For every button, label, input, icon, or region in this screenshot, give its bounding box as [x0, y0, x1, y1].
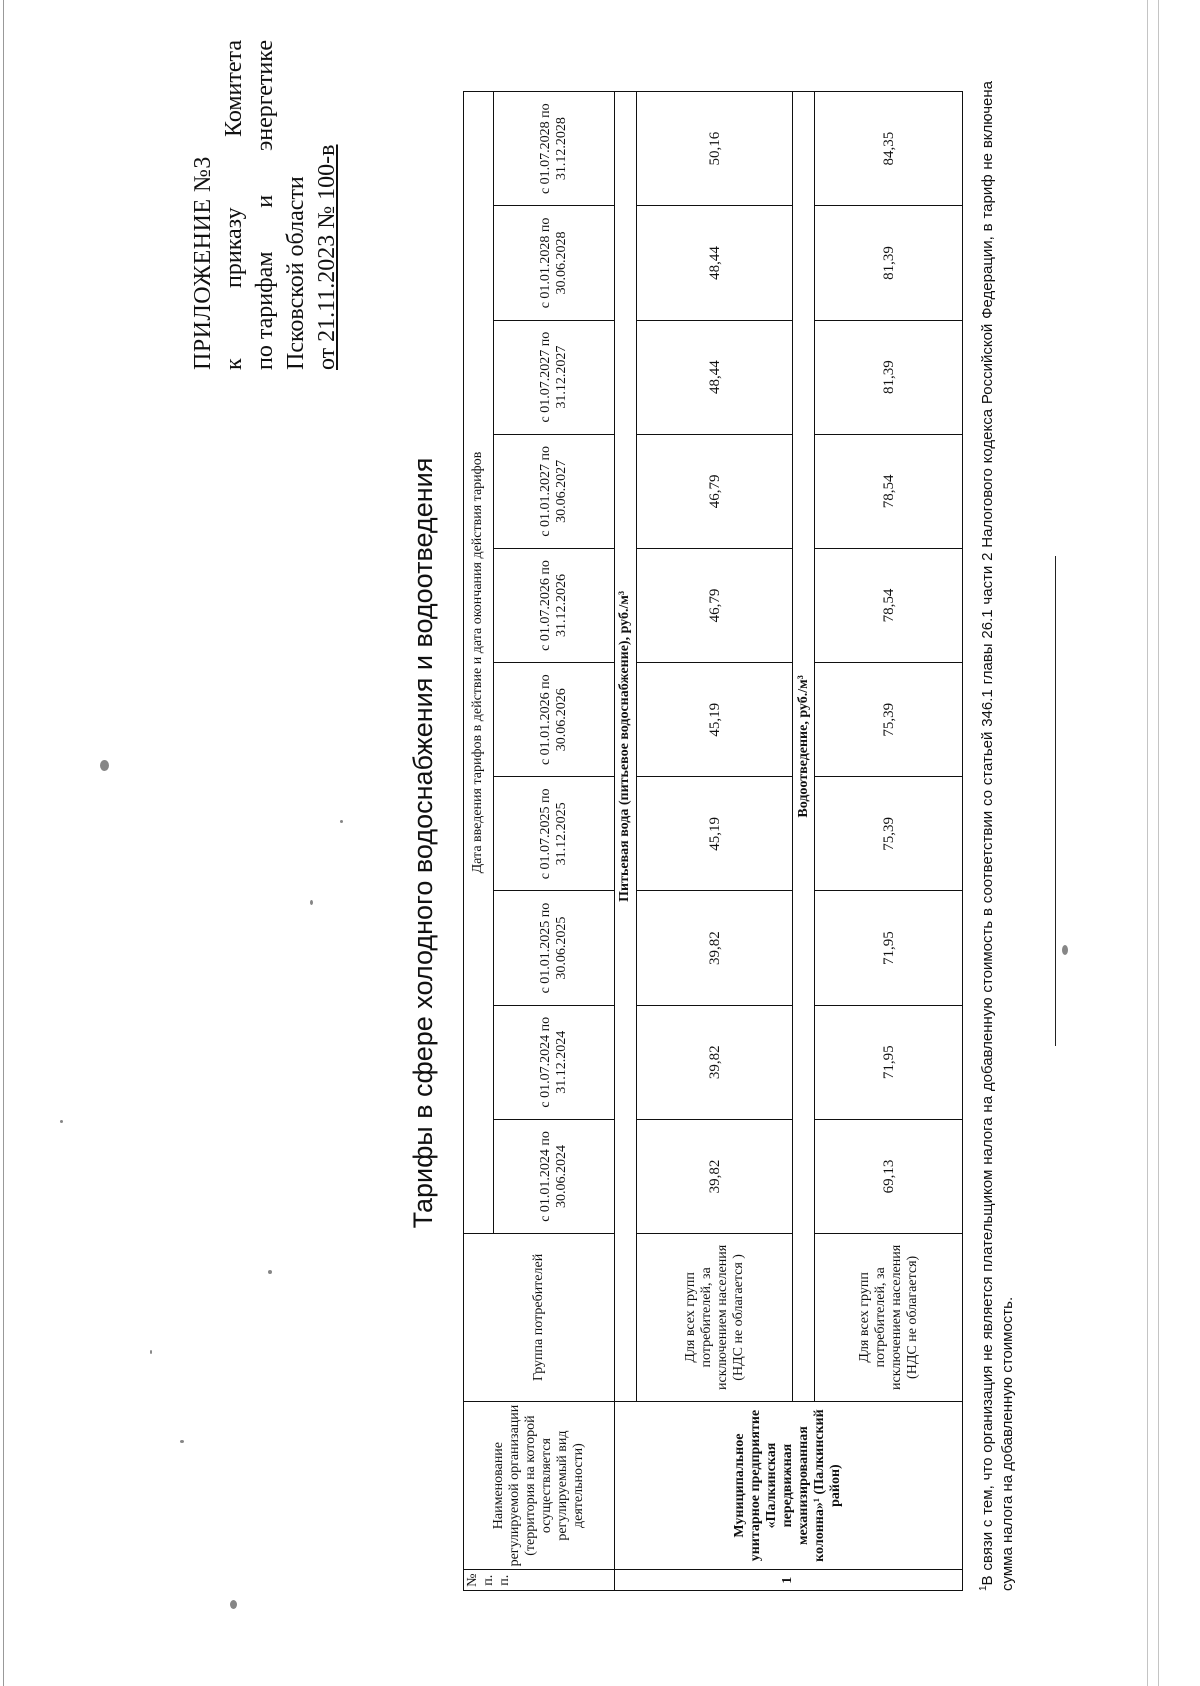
tariff-value: 39,82 — [636, 891, 792, 1005]
organization-name: Муниципальное унитарное предприятие «Палкинская передвижная механизированная колонна»¹ (Палкинский район) — [614, 1401, 962, 1570]
tariff-value: 78,54 — [815, 434, 963, 548]
footnote-mark: 1 — [978, 1585, 989, 1591]
header-period: с 01.07.2027 по 31.12.2027 — [493, 320, 614, 434]
header-period: с 01.01.2028 по 30.06.2028 — [493, 206, 614, 320]
header-period: с 01.07.2026 по 31.12.2026 — [493, 548, 614, 662]
tariff-value: 75,39 — [815, 663, 963, 777]
consumer-group-cell: Для всех групп потребителей, за исключением населения (НДС не облагается ) — [636, 1234, 792, 1402]
tariff-value: 39,82 — [636, 1119, 792, 1233]
tariff-value: 48,44 — [636, 206, 792, 320]
tariff-value: 71,95 — [815, 1005, 963, 1119]
tariff-value: 84,35 — [815, 92, 963, 206]
tariff-value: 75,39 — [815, 777, 963, 891]
header-period: с 01.07.2028 по 31.12.2028 — [493, 92, 614, 206]
appendix-line-committee: по тарифам и энергетике — [252, 40, 278, 370]
header-date-span: Дата введения тарифов в действие и дата окончания действия тарифов — [464, 92, 494, 1234]
header-period: с 01.01.2024 по 30.06.2024 — [493, 1119, 614, 1233]
tariff-value: 39,82 — [636, 1005, 792, 1119]
footnote — [974, 81, 1018, 1591]
header-number: № п. п. — [464, 1570, 615, 1591]
header-period: с 01.01.2026 по 30.06.2026 — [493, 663, 614, 777]
header-period: с 01.01.2025 по 30.06.2025 — [493, 891, 614, 1005]
tariff-value: 71,95 — [815, 891, 963, 1005]
appendix-order-date: от 21.11.2023 № 100-в — [314, 144, 340, 370]
tariff-value: 46,79 — [636, 434, 792, 548]
tariff-table — [463, 91, 963, 1591]
consumer-group-cell: Для всех групп потребителей, за исключением населения (НДС не облагается) — [815, 1234, 963, 1402]
tariff-value: 81,39 — [815, 320, 963, 434]
header-organization: Наименование регулируемой организации (территория на которой осуществляется регулируемый вид деятельности) — [464, 1401, 615, 1570]
section-title-wastewater: Водоотведение, руб./м³ — [793, 92, 815, 1402]
appendix-line-order: к приказу Комитета — [221, 40, 247, 370]
footnote-text: В связи с тем, что организация не является плательщиком налога на добавленную стоимость в соответствии со статьей 346.1 главы 26.1 части 2 Налогового кодекса Российской Федерации, в тариф не включена сумма налога на добавленную стоимость. — [979, 81, 1016, 1591]
tariff-value: 48,44 — [636, 320, 792, 434]
tariff-value: 46,79 — [636, 548, 792, 662]
document-title: Тарифы в сфере холодного водоснабжения и водоотведения — [408, 457, 438, 1229]
row-number: 1 — [614, 1570, 962, 1591]
tariff-value: 45,19 — [636, 663, 792, 777]
appendix-number: ПРИЛОЖЕНИЕ №3 — [190, 156, 216, 370]
header-consumer-group: Группа потребителей — [464, 1234, 615, 1402]
section-title-drinking-water: Питьевая вода (питьевое водоснабжение), руб./м³ — [614, 92, 636, 1402]
appendix-header — [188, 40, 343, 370]
header-period: с 01.07.2024 по 31.12.2024 — [493, 1005, 614, 1119]
appendix-region: Псковской области — [283, 176, 309, 370]
tariff-value: 81,39 — [815, 206, 963, 320]
bottom-divider — [1055, 556, 1056, 1046]
header-period: с 01.07.2025 по 31.12.2025 — [493, 777, 614, 891]
tariff-value: 69,13 — [815, 1119, 963, 1233]
header-period: с 01.01.2027 по 30.06.2027 — [493, 434, 614, 548]
tariff-value: 50,16 — [636, 92, 792, 206]
tariff-value: 45,19 — [636, 777, 792, 891]
tariff-value: 78,54 — [815, 548, 963, 662]
